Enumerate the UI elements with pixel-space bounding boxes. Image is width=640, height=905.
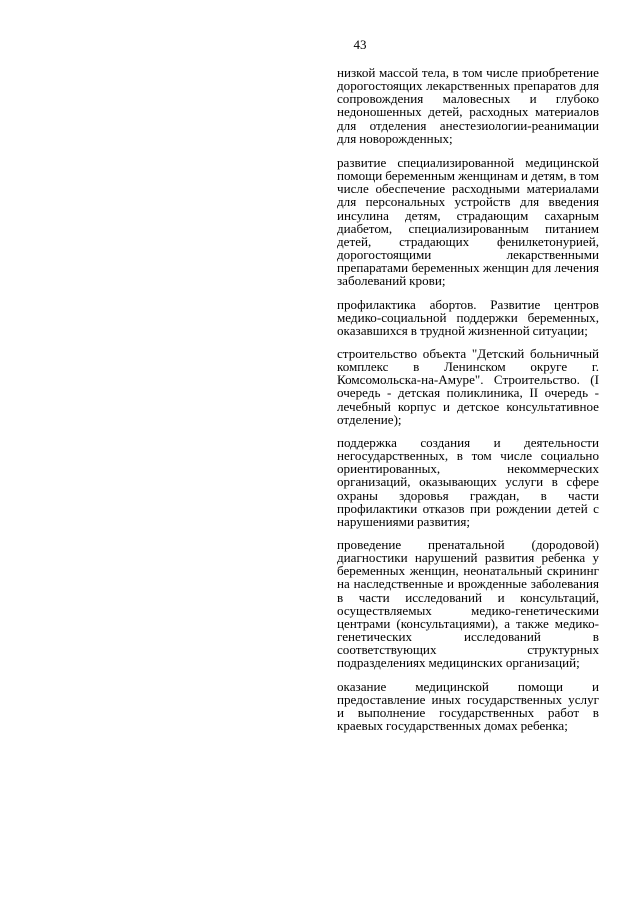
- paragraph-specialized-care: развитие специализированной медицинской помощи беременным женщинам и детям, в том числе обеспечение расходными материалами для персональных устройств для введения инсулина детям, страдающим сахарным диабетом, специализированным питанием детей, страдающих фенилкетонурией, дорогостоящими лекарственными препаратами беременных женщин для лечения заболеваний крови;: [337, 154, 599, 289]
- page-number: 43: [353, 37, 367, 52]
- paragraph-prenatal-diagnostics: проведение пренатальной (дородовой) диагностики нарушений развития ребенка у беременных женщин, неонатальный скрининг на наследственные и врожденные заболевания в части исследований и консультаций, осуществляемых медико-генетическими центрами (консультациями), а также медико-генетических исследований в соответствующих структурных подразделениях медицинских организаций;: [337, 537, 599, 671]
- paragraph-hospital-construction: строительство объекта "Детский больничный комплекс в Ленинском округе г. Комсомольска-на-Амуре". Строительство. (I очередь - детская поликлиника, II очередь - лечебный корпус и детское консультативное отделение);: [337, 345, 599, 427]
- paragraph-low-birth-weight: низкой массой тела, в том числе приобретение дорогостоящих лекарственных препаратов для сопровождения маловесных и глубоко недоношенных детей, расходных материалов для отделения анестезиологии-реанимации для новорожденных;: [337, 65, 599, 146]
- text-column: [337, 66, 599, 742]
- paragraph-ngo-support: поддержка создания и деятельности негосударственных, в том числе социально ориентированных, некоммерческих организаций, оказывающих услуги в сфере охраны здоровья граждан, в части профилактики отказов при рождении детей с нарушениями развития;: [337, 434, 599, 529]
- paragraph-abortion-prevention: профилактика абортов. Развитие центров медико-социальной поддержки беременных, оказавшихся в трудной жизненной ситуации;: [337, 296, 599, 338]
- paragraph-childrens-homes: оказание медицинской помощи и предоставление иных государственных услуг и выполнение государственных работ в краевых государственных домах ребенка;: [337, 678, 599, 734]
